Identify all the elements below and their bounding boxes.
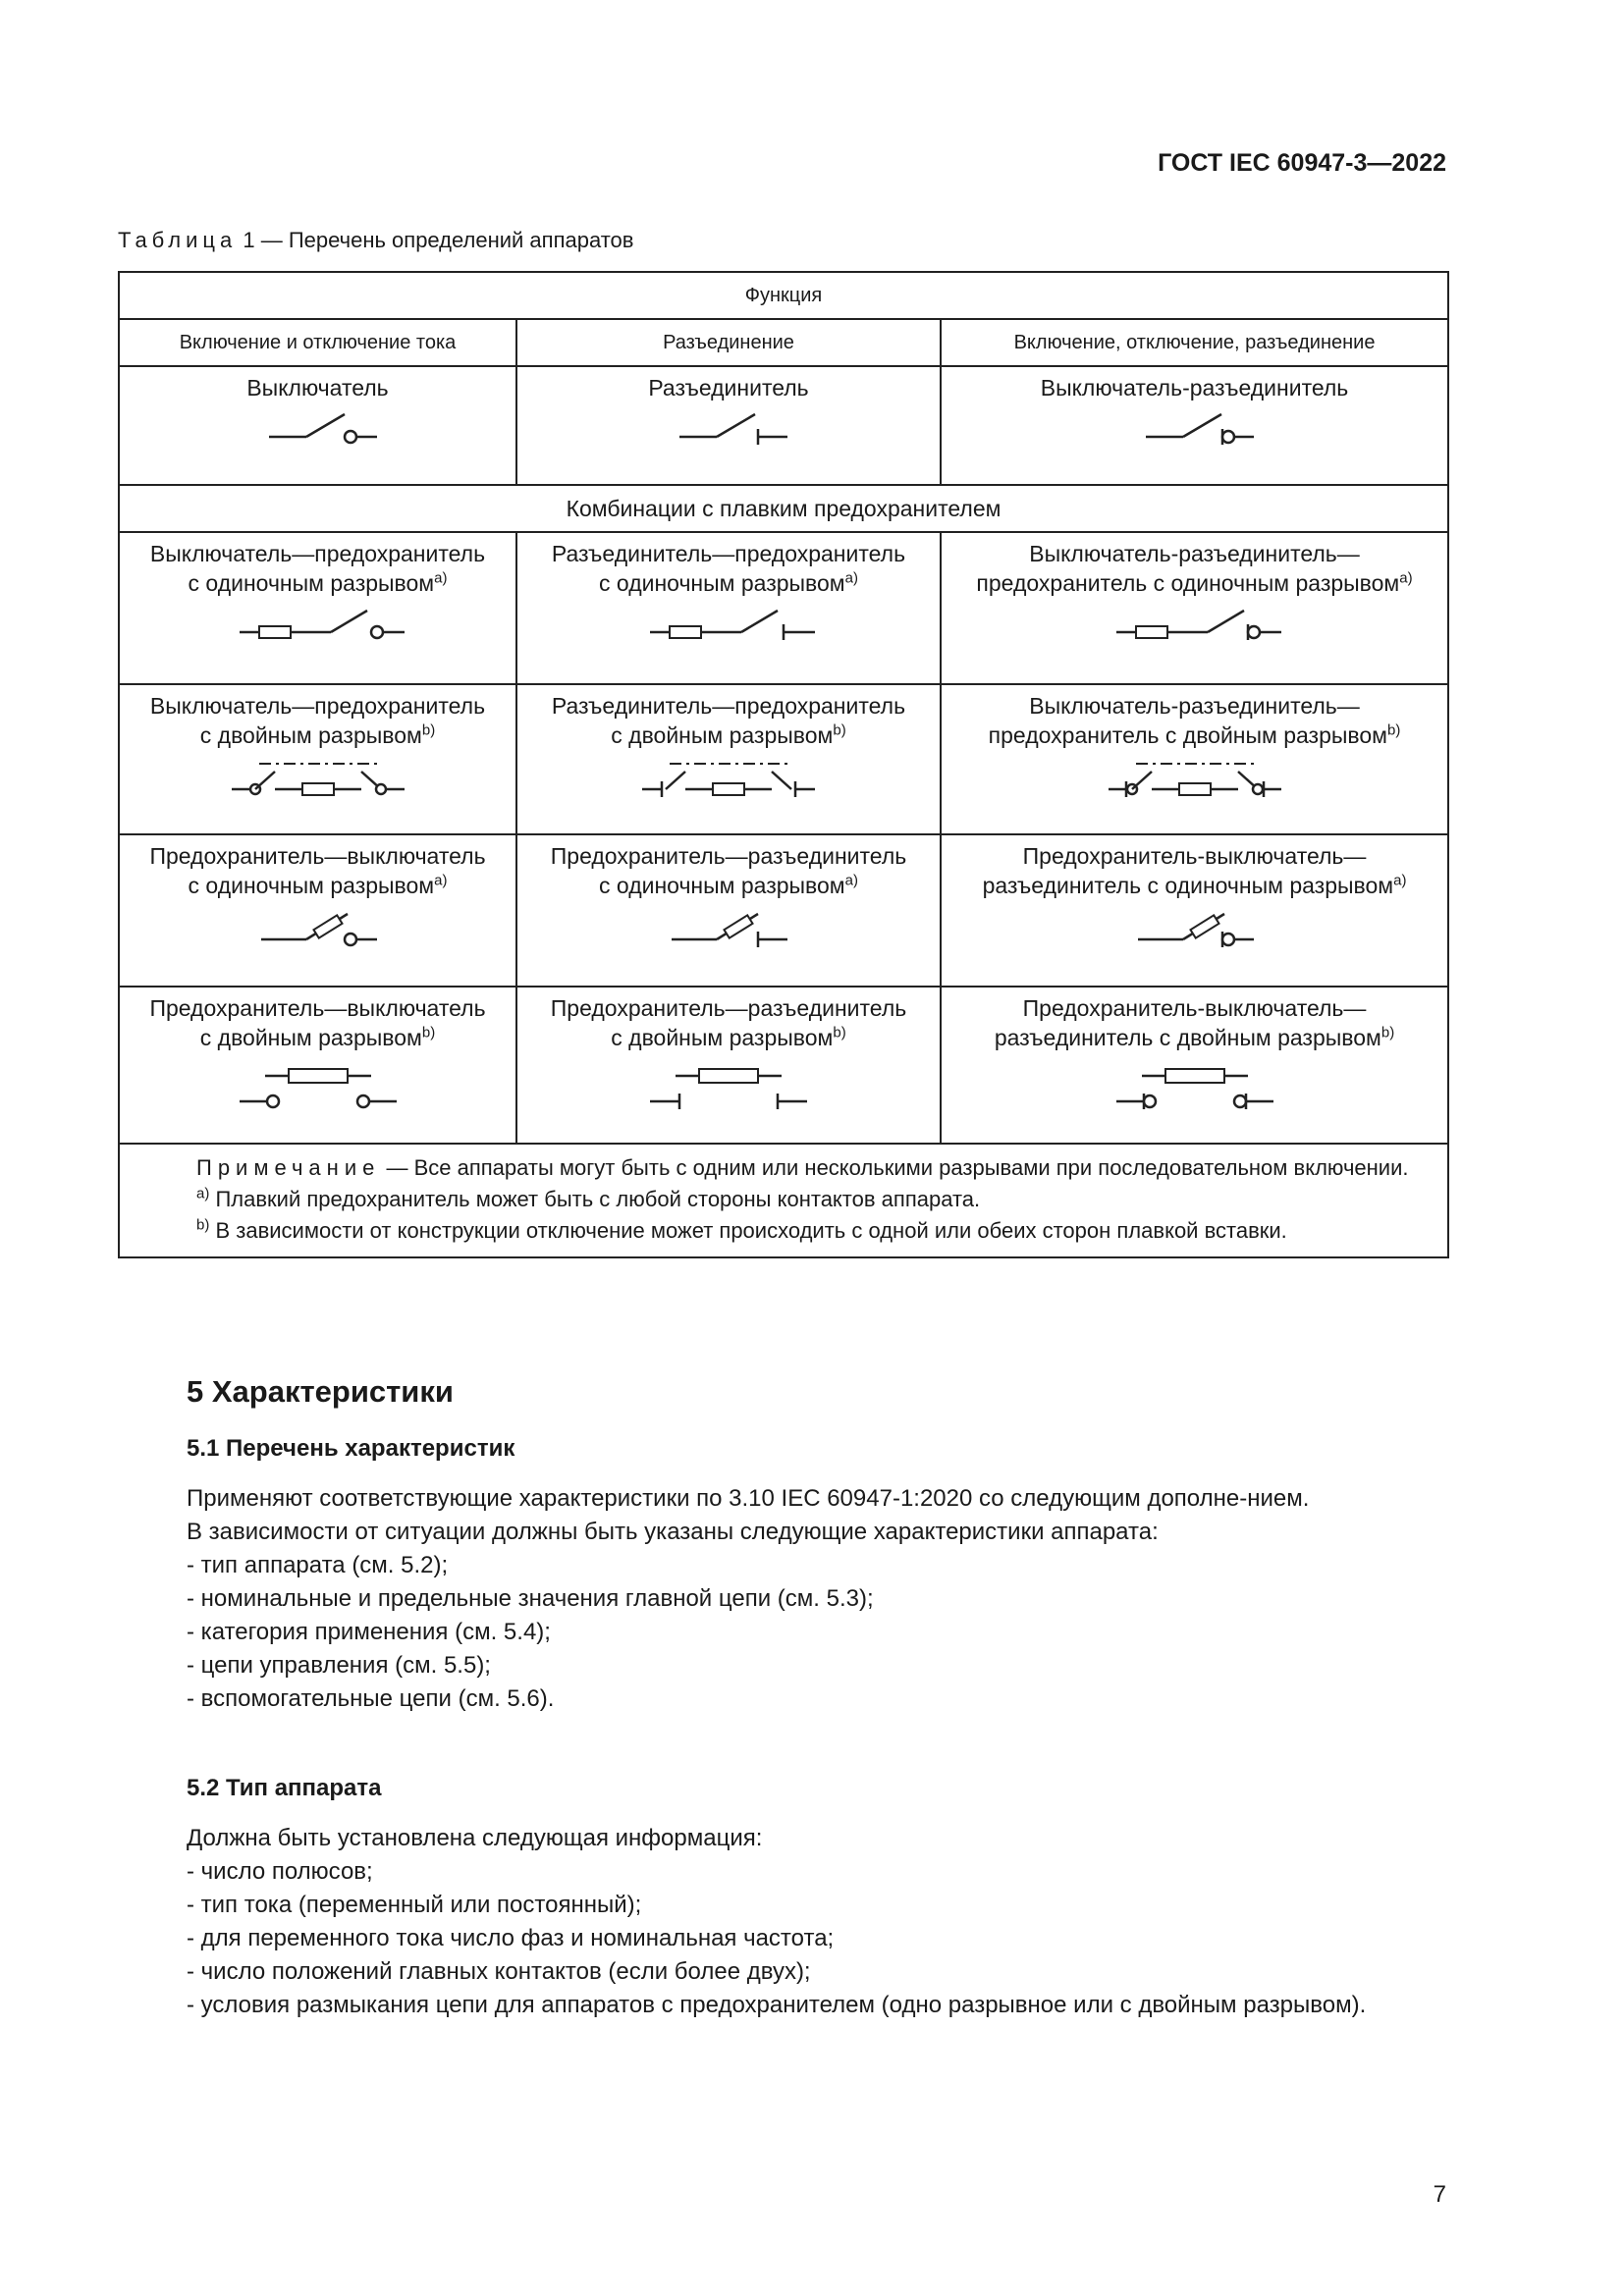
section-5-2-body [118, 1822, 1447, 2022]
col-header-switching: Включение и отключение тока [119, 319, 516, 366]
fuse-disconnector-symbol [660, 900, 797, 955]
function-header: Функция [119, 272, 1448, 319]
section-5-1-body [118, 1482, 1447, 1716]
switch-symbol [249, 402, 387, 452]
cell-label: Выключатель [246, 375, 389, 400]
list-item: - цепи управления (см. 5.5); [187, 1652, 491, 1679]
list-item: - число положений главных контактов (если более двух); [187, 1958, 811, 1985]
footnote-ref: b) [421, 1024, 436, 1041]
section-5-1-title: 5.1 Перечень характеристик [187, 1435, 515, 1462]
section-5-2-title: 5.2 Тип аппарата [187, 1775, 382, 1801]
cell-label: разъединитель с одиночным разрывом [982, 873, 1394, 898]
note-label: Примечание [196, 1155, 381, 1180]
cell-label: Предохранитель—выключатель [149, 995, 486, 1021]
cell-label: Выключатель—предохранитель [149, 693, 486, 719]
footnote-ref: b) [1380, 1024, 1395, 1041]
cell-label: с двойным разрывом [199, 722, 422, 748]
list-item: - тип аппарата (см. 5.2); [187, 1552, 449, 1578]
cell-label: с одиночным разрывом [599, 570, 845, 596]
table-row [119, 532, 1448, 684]
cell-label: разъединитель с двойным разрывом [994, 1025, 1381, 1050]
cell-label: Разъединитель—предохранитель [551, 693, 906, 719]
paragraph: Должна быть установлена следующая информация: [187, 1825, 763, 1851]
footnote-ref: b) [421, 721, 436, 739]
footnote-b: В зависимости от конструкции отключение может происходить с одной или обеих сторон плавкой вставки. [209, 1218, 1287, 1243]
footnote-ref: a) [434, 569, 448, 587]
list-item: - для переменного тока число фаз и номинальная частота; [187, 1925, 835, 1951]
cell-label: Предохранитель-выключатель— [1022, 843, 1367, 869]
cell-label: Предохранитель—выключатель [149, 843, 486, 869]
table-row [119, 366, 1448, 485]
footnote-ref: b) [833, 1024, 846, 1041]
footnote-a: Плавкий предохранитель может быть с любой стороны контактов аппарата. [209, 1187, 981, 1211]
list-item: - число полюсов; [187, 1858, 373, 1885]
cell-label: с двойным разрывом [199, 1025, 422, 1050]
footnote-ref: a) [434, 872, 448, 889]
cell-label: с одиночным разрывом [599, 873, 845, 898]
switch-disconnector-symbol [1126, 402, 1264, 452]
cell-label: с двойным разрывом [611, 1025, 834, 1050]
disconnector-symbol [660, 402, 797, 452]
table-note-row [119, 1144, 1448, 1257]
paragraph: Применяют соответствующие характеристики по 3.10 IEC 60947-1:2020 со следующим дополне-нием. [187, 1485, 1310, 1512]
document-code: ГОСТ IEC 60947-3—2022 [1158, 149, 1446, 177]
footnote-ref: b) [833, 721, 846, 739]
cell-label: предохранитель с двойным разрывом [988, 722, 1387, 748]
cell-label: Разъединитель—предохранитель [551, 541, 906, 566]
cell-label: Выключатель—предохранитель [149, 541, 486, 566]
table-row [119, 834, 1448, 987]
footnote-a-mark: a) [196, 1185, 210, 1202]
list-item: - вспомогательные цепи (см. 5.6). [187, 1685, 555, 1712]
fuse-disconnector-double-break-symbol [640, 1052, 817, 1117]
devices-table [118, 271, 1449, 1258]
cell-label: Предохранитель—разъединитель [550, 995, 907, 1021]
footnote-ref: a) [844, 569, 858, 587]
switch-disconnector-fuse-double-break-symbol [1097, 750, 1293, 809]
disconnector-fuse-double-break-symbol [630, 750, 827, 809]
fuse-switch-symbol [249, 900, 387, 955]
cell-label: Выключатель-разъединитель— [1029, 541, 1360, 566]
cell-label: предохранитель с одиночным разрывом [976, 570, 1400, 596]
fuse-switch-disconnector-double-break-symbol [1107, 1052, 1283, 1117]
footnote-ref: b) [1387, 721, 1401, 739]
switch-disconnector-fuse-symbol [1097, 598, 1293, 653]
switch-fuse-double-break-symbol [220, 750, 416, 809]
section-5-title: 5 Характеристики [187, 1374, 454, 1409]
cell-label: Выключатель-разъединитель— [1029, 693, 1360, 719]
disconnector-fuse-symbol [630, 598, 827, 653]
list-item: - номинальные и предельные значения главной цепи (см. 5.3); [187, 1585, 874, 1612]
paragraph: В зависимости от ситуации должны быть указаны следующие характеристики аппарата: [187, 1519, 1159, 1545]
col-header-switching-isolation: Включение, отключение, разъединение [941, 319, 1448, 366]
list-item: - тип тока (переменный или постоянный); [187, 1892, 642, 1918]
col-header-isolation: Разъединение [516, 319, 941, 366]
cell-label: с одиночным разрывом [188, 570, 435, 596]
list-item: - условия размыкания цепи для аппаратов с предохранителем (одно разрывное или с двойным разрывом). [187, 1992, 1367, 2018]
table-caption-text: 1 — Перечень определений аппаратов [237, 228, 634, 252]
footnote-b-mark: b) [196, 1216, 210, 1234]
page-number: 7 [1433, 2181, 1446, 2208]
fuse-combinations-header: Комбинации с плавким предохранителем [119, 485, 1448, 532]
cell-label: Предохранитель-выключатель— [1022, 995, 1367, 1021]
cell-label: Выключатель-разъединитель [1040, 375, 1349, 400]
fuse-switch-disconnector-symbol [1126, 900, 1264, 955]
fuse-switch-double-break-symbol [230, 1052, 406, 1117]
cell-label: с двойным разрывом [611, 722, 834, 748]
footnote-ref: a) [1399, 569, 1413, 587]
cell-label: Разъединитель [648, 375, 809, 400]
table-row [119, 987, 1448, 1144]
list-item: - категория применения (см. 5.4); [187, 1619, 551, 1645]
table-caption [118, 228, 633, 253]
table-caption-label: Таблица [118, 228, 238, 252]
note-text: — Все аппараты могут быть с одним или несколькими разрывами при последовательном включении. [380, 1155, 1409, 1180]
footnote-ref: a) [1393, 872, 1407, 889]
switch-fuse-symbol [220, 598, 416, 653]
cell-label: Предохранитель—разъединитель [550, 843, 907, 869]
table-row [119, 684, 1448, 834]
footnote-ref: a) [844, 872, 858, 889]
cell-label: с одиночным разрывом [188, 873, 435, 898]
